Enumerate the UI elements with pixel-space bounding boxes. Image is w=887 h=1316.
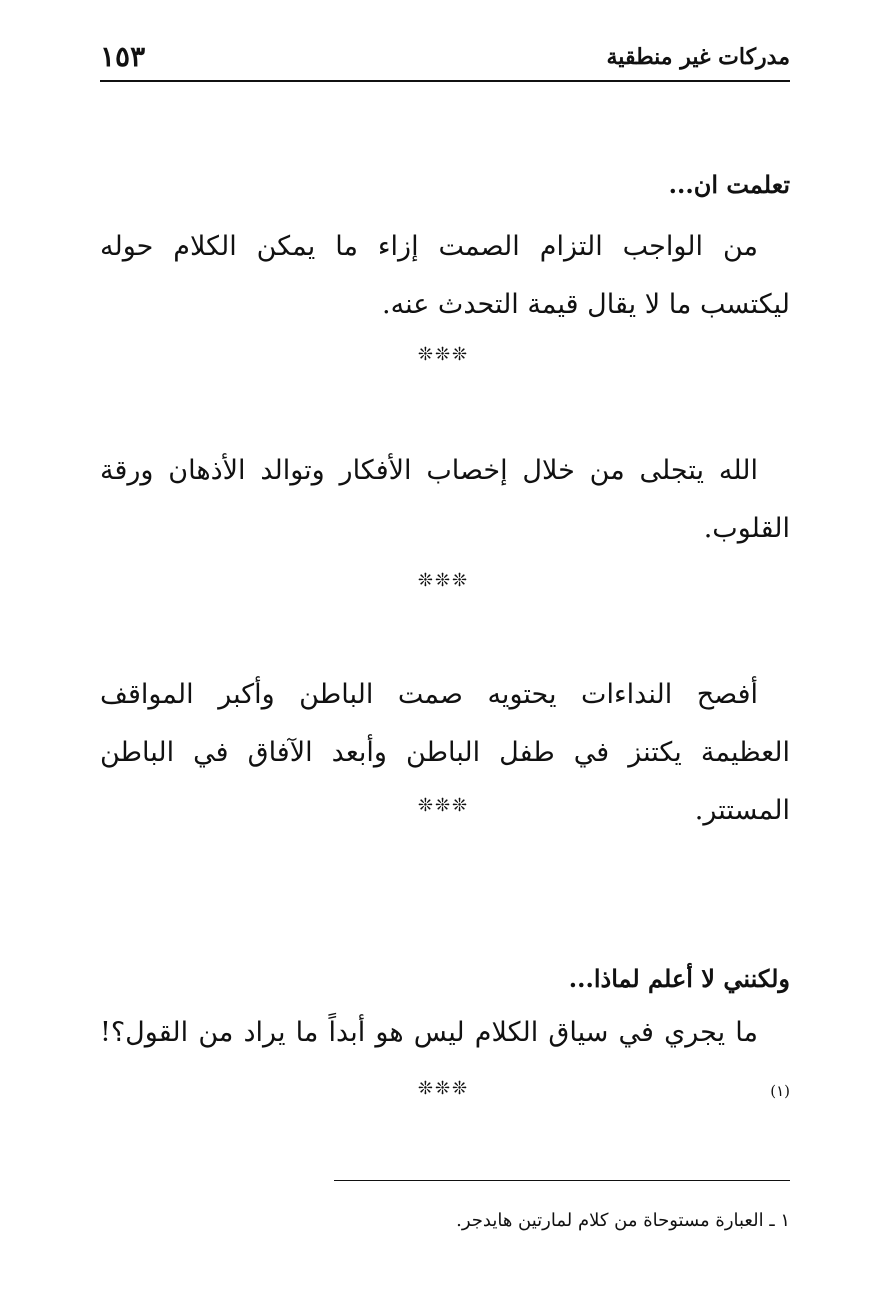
chapter-title: مدركات غير منطقية [606,44,790,70]
running-header [100,38,790,82]
paragraph-body: ما يجري في سياق الكلام ليس هو أبداً ما يراد من القول؟! [100,1017,758,1048]
section-heading-learned: تعلمت ان... [668,170,790,199]
separator-asterisks: ❊❊❊ [417,570,470,591]
footnote-text: ١ ـ العبارة مستوحاة من كلام لمارتين هايدجر. [456,1210,790,1231]
footnote-divider [334,1180,790,1181]
separator-asterisks: ❊❊❊ [417,344,470,365]
paragraph-silence [100,218,790,334]
separator-asterisks: ❊❊❊ [417,795,470,816]
paragraph-text: الله يتجلى من خلال إخصاب الأفكار وتوالد الأذهان ورقة القلوب. [100,455,790,544]
separator-asterisks: ❊❊❊ [417,1078,470,1099]
page-number: ١٥٣ [100,40,146,73]
paragraph-text [100,1004,790,1127]
paragraph-god [100,442,790,558]
section-heading-why: ولكنني لا أعلم لماذا... [568,964,790,993]
paragraph-speech [100,1004,790,1127]
paragraph-text: من الواجب التزام الصمت إزاء ما يمكن الكلام حوله ليكتسب ما لا يقال قيمة التحدث عنه. [100,231,790,320]
footnote-reference: (١) [770,1082,790,1100]
paragraph-text: أفصح النداءات يحتويه صمت الباطن وأكبر المواقف العظيمة يكتنز في طفل الباطن وأبعد الآفاق في الباطن المستتر. [100,679,790,826]
